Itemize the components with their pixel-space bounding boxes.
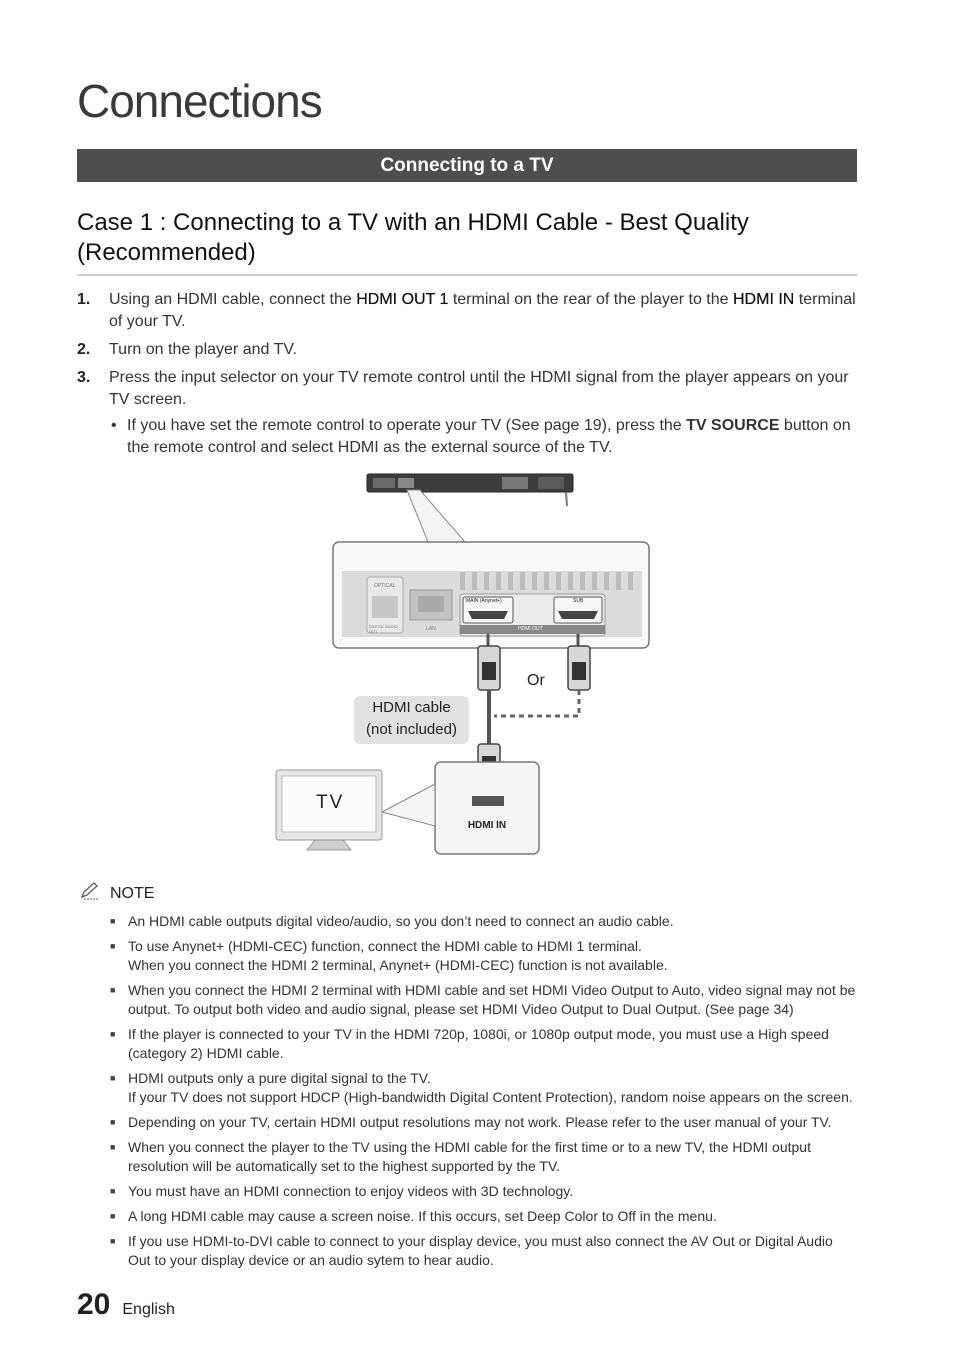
note-text: When you connect the HDMI 2 terminal with HDMI cable and set HDMI Video Output to Auto, video signal may not be output. To output both video and audio signal, please set HDMI Video Output to Dual Output. (See page 34) [128, 982, 856, 1017]
player-rear-panel [367, 474, 573, 506]
instruction-steps [77, 289, 857, 459]
hdmi-in-term: HDMI IN [733, 291, 795, 308]
subnote-text-part: button on the remote control and select HDMI as the external source of the TV. [127, 417, 851, 456]
page-number: 20 [77, 1288, 111, 1321]
note-item [110, 1232, 858, 1270]
or-label: Or [527, 672, 545, 689]
note-text: A long HDMI cable may cause a screen noise. If this occurs, set Deep Color to Off in the menu. [128, 1208, 717, 1224]
note-item [110, 1113, 858, 1132]
square-bullet-icon: ■ [110, 1211, 116, 1221]
language-label: English [122, 1301, 175, 1318]
hdmi-out-label: HDMI OUT [518, 626, 543, 632]
digital-audio-out-label: DIGITAL AUDIO OUT [369, 624, 398, 634]
tv-illustration [276, 770, 435, 850]
note-item [110, 1069, 858, 1107]
note-item [110, 1025, 858, 1063]
note-item [110, 1138, 858, 1176]
pencil-icon [80, 882, 100, 905]
tv-label: TV [316, 792, 345, 813]
case-heading: Case 1 : Connecting to a TV with an HDMI Cable - Best Quality (Recommended) [77, 208, 857, 276]
note-text: If the player is connected to your TV in the HDMI 720p, 1080i, or 1080p output mode, you must use a High speed (category 2) HDMI cable. [128, 1026, 829, 1061]
subnote-text-part: If you have set the remote control to operate your TV (See page 19), press the [127, 417, 687, 434]
step-text: Turn on the player and TV. [109, 341, 297, 358]
step-text [109, 289, 857, 333]
step-number: 3. [77, 369, 91, 386]
note-text: Depending on your TV, certain HDMI output resolutions may not work. Please refer to the user manual of your TV. [128, 1114, 832, 1130]
note-list [110, 912, 858, 1276]
note-text: When you connect the player to the TV using the HDMI cable for the first time or to a new TV, the HDMI output resolution will be automatically set to the highest supported by the TV. [128, 1139, 811, 1174]
main-port-label: MAIN (Anynet+) [466, 598, 502, 604]
step-3 [77, 367, 857, 411]
step-3-subnote [109, 415, 857, 459]
section-header-text: Connecting to a TV [380, 154, 554, 176]
connection-diagram [270, 466, 670, 876]
note-item [110, 1182, 858, 1201]
square-bullet-icon: ■ [110, 916, 116, 926]
note-item [110, 1207, 858, 1226]
note-text: You must have an HDMI connection to enjoy videos with 3D technology. [128, 1183, 574, 1199]
note-text: HDMI outputs only a pure digital signal to the TV. If your TV does not support HDCP (High-bandwidth Digital Content Protection), random noise appears on the screen. [128, 1070, 853, 1105]
step-1 [77, 289, 857, 333]
lan-label: LAN [426, 626, 436, 632]
page-footer [77, 1288, 175, 1322]
note-text: An HDMI cable outputs digital video/audio, so you don’t need to connect an audio cable. [128, 913, 674, 929]
square-bullet-icon: ■ [110, 1142, 116, 1152]
step-number: 2. [77, 341, 91, 358]
square-bullet-icon: ■ [110, 1029, 116, 1039]
step-text: Press the input selector on your TV remote control until the HDMI signal from the player appears on your TV screen. [109, 369, 849, 408]
square-bullet-icon: ■ [110, 1236, 116, 1246]
optical-label: OPTICAL [374, 583, 396, 589]
square-bullet-icon: ■ [110, 1073, 116, 1083]
hdmi-out-term: HDMI OUT 1 [356, 291, 449, 308]
note-item [110, 937, 858, 975]
tv-source-term: TV SOURCE [686, 417, 780, 434]
tv-hdmi-in-panel [435, 762, 539, 854]
note-heading-text: NOTE [110, 884, 155, 902]
hdmi-in-label: HDMI IN [467, 820, 507, 831]
page-title: Connections [77, 75, 322, 127]
step-text-part: terminal of your TV. [109, 291, 856, 330]
step-text-part: Using an HDMI cable, connect the [109, 291, 357, 308]
square-bullet-icon: ■ [110, 985, 116, 995]
note-heading [80, 882, 154, 905]
step-text-part: terminal on the rear of the player to the [448, 291, 733, 308]
square-bullet-icon: ■ [110, 1186, 116, 1196]
step-2 [77, 339, 857, 361]
sub-port-label: SUB [573, 598, 584, 604]
step-number: 1. [77, 291, 91, 308]
connection-diagram-graphic [270, 466, 670, 876]
square-bullet-icon: ■ [110, 941, 116, 951]
note-item [110, 912, 858, 931]
cable-label-line2: (not included) [366, 721, 457, 738]
subnote-text [127, 415, 857, 459]
note-text: To use Anynet+ (HDMI-CEC) function, connect the HDMI cable to HDMI 1 terminal. When you connect the HDMI 2 terminal, Anynet+ (HDMI-CEC) function is not available. [128, 938, 668, 973]
bullet: • [111, 417, 117, 434]
cable-label-line1: HDMI cable [372, 699, 451, 716]
square-bullet-icon: ■ [110, 1117, 116, 1127]
note-text: If you use HDMI-to-DVI cable to connect to your display device, you must also connect the AV Out or Digital Audio Out to your display device or an audio sytem to hear audio. [128, 1233, 833, 1268]
note-item [110, 981, 858, 1019]
section-header-bar [77, 149, 857, 182]
